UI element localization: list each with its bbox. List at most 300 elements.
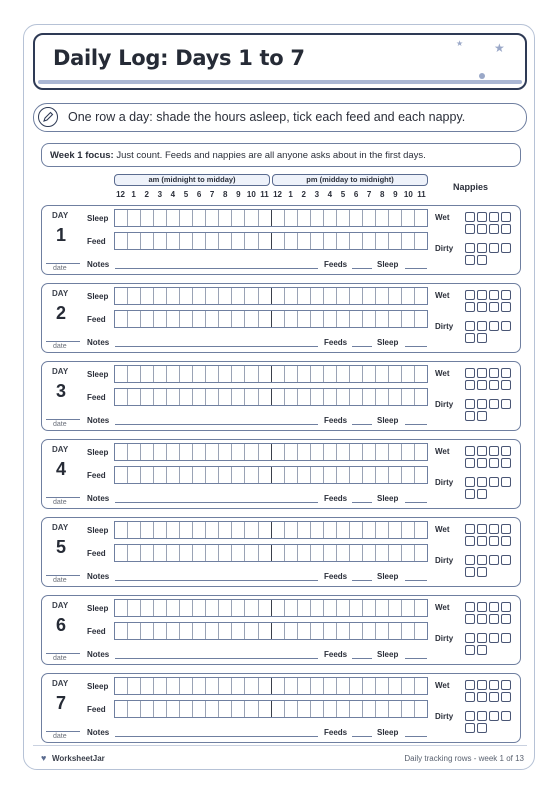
wet-checkbox[interactable] [501, 290, 511, 300]
hour-cell[interactable] [402, 444, 415, 460]
hour-cell[interactable] [232, 366, 245, 382]
dirty-checkbox[interactable] [489, 243, 499, 253]
hour-cell[interactable] [115, 467, 128, 483]
hour-cell[interactable] [311, 366, 324, 382]
wet-checkbox[interactable] [501, 602, 511, 612]
hour-cell[interactable] [128, 701, 141, 717]
hour-cell[interactable] [337, 210, 350, 226]
hour-cell[interactable] [415, 522, 427, 538]
hour-cell[interactable] [154, 600, 167, 616]
hour-cell[interactable] [193, 444, 206, 460]
dirty-checkbox[interactable] [477, 411, 487, 421]
hour-cell[interactable] [272, 600, 285, 616]
wet-checkbox[interactable] [489, 524, 499, 534]
hour-cell[interactable] [167, 701, 180, 717]
hour-cell[interactable] [232, 701, 245, 717]
hour-cell[interactable] [298, 600, 311, 616]
dirty-checkbox[interactable] [465, 555, 475, 565]
hour-cell[interactable] [311, 444, 324, 460]
hour-cell[interactable] [206, 288, 219, 304]
dirty-checkbox[interactable] [477, 489, 487, 499]
hour-cell[interactable] [350, 210, 363, 226]
hour-cell[interactable] [232, 444, 245, 460]
hour-cell[interactable] [180, 623, 193, 639]
wet-checkbox[interactable] [489, 614, 499, 624]
sleep-total-line[interactable] [405, 736, 427, 737]
hour-cell[interactable] [115, 623, 128, 639]
hour-cell[interactable] [311, 678, 324, 694]
hour-cell[interactable] [206, 233, 219, 249]
hour-cell[interactable] [167, 678, 180, 694]
dirty-checkbox[interactable] [477, 645, 487, 655]
hour-cell[interactable] [259, 233, 272, 249]
sleep-grid[interactable] [114, 365, 428, 383]
hour-cell[interactable] [285, 467, 298, 483]
wet-checkbox[interactable] [489, 458, 499, 468]
hour-cell[interactable] [389, 701, 402, 717]
feeds-total-line[interactable] [352, 580, 372, 581]
dirty-checkbox[interactable] [465, 321, 475, 331]
hour-cell[interactable] [337, 545, 350, 561]
hour-cell[interactable] [298, 545, 311, 561]
hour-cell[interactable] [141, 678, 154, 694]
hour-cell[interactable] [206, 678, 219, 694]
hour-cell[interactable] [259, 600, 272, 616]
dirty-checkbox[interactable] [477, 477, 487, 487]
hour-cell[interactable] [324, 467, 337, 483]
dirty-checkbox[interactable] [465, 477, 475, 487]
hour-cell[interactable] [154, 366, 167, 382]
hour-cell[interactable] [167, 522, 180, 538]
hour-cell[interactable] [337, 288, 350, 304]
hour-cell[interactable] [415, 389, 427, 405]
hour-cell[interactable] [298, 467, 311, 483]
hour-cell[interactable] [154, 389, 167, 405]
hour-cell[interactable] [324, 444, 337, 460]
dirty-checkbox[interactable] [501, 243, 511, 253]
hour-cell[interactable] [324, 311, 337, 327]
hour-cell[interactable] [219, 444, 232, 460]
hour-cell[interactable] [324, 600, 337, 616]
hour-cell[interactable] [141, 522, 154, 538]
hour-cell[interactable] [206, 311, 219, 327]
hour-cell[interactable] [389, 288, 402, 304]
hour-cell[interactable] [115, 288, 128, 304]
feed-grid[interactable] [114, 466, 428, 484]
hour-cell[interactable] [219, 288, 232, 304]
hour-cell[interactable] [350, 701, 363, 717]
hour-cell[interactable] [298, 444, 311, 460]
wet-checkbox[interactable] [489, 536, 499, 546]
dirty-checkbox[interactable] [465, 399, 475, 409]
wet-checkbox[interactable] [465, 536, 475, 546]
hour-cell[interactable] [141, 623, 154, 639]
hour-cell[interactable] [219, 311, 232, 327]
wet-checkbox[interactable] [465, 380, 475, 390]
wet-checkbox[interactable] [501, 380, 511, 390]
hour-cell[interactable] [298, 522, 311, 538]
hour-cell[interactable] [193, 467, 206, 483]
hour-cell[interactable] [350, 623, 363, 639]
hour-cell[interactable] [180, 210, 193, 226]
hour-cell[interactable] [115, 545, 128, 561]
hour-cell[interactable] [128, 311, 141, 327]
wet-checkbox[interactable] [465, 524, 475, 534]
hour-cell[interactable] [350, 545, 363, 561]
hour-cell[interactable] [245, 600, 258, 616]
wet-checkbox[interactable] [501, 224, 511, 234]
hour-cell[interactable] [415, 311, 427, 327]
hour-cell[interactable] [245, 701, 258, 717]
dirty-checkbox[interactable] [489, 555, 499, 565]
hour-cell[interactable] [311, 210, 324, 226]
hour-cell[interactable] [285, 311, 298, 327]
hour-cell[interactable] [363, 600, 376, 616]
wet-checkbox[interactable] [465, 446, 475, 456]
hour-cell[interactable] [311, 623, 324, 639]
wet-checkbox[interactable] [489, 224, 499, 234]
hour-cell[interactable] [167, 366, 180, 382]
notes-line[interactable] [115, 580, 318, 581]
hour-cell[interactable] [193, 678, 206, 694]
hour-cell[interactable] [180, 467, 193, 483]
hour-cell[interactable] [363, 701, 376, 717]
hour-cell[interactable] [389, 389, 402, 405]
hour-cell[interactable] [376, 701, 389, 717]
hour-cell[interactable] [363, 311, 376, 327]
dirty-checkbox[interactable] [465, 489, 475, 499]
hour-cell[interactable] [285, 678, 298, 694]
hour-cell[interactable] [154, 522, 167, 538]
feed-grid[interactable] [114, 310, 428, 328]
wet-checkbox[interactable] [501, 212, 511, 222]
hour-cell[interactable] [324, 210, 337, 226]
dirty-checkbox[interactable] [489, 477, 499, 487]
hour-cell[interactable] [128, 444, 141, 460]
hour-cell[interactable] [363, 366, 376, 382]
hour-cell[interactable] [219, 701, 232, 717]
hour-cell[interactable] [402, 233, 415, 249]
hour-cell[interactable] [311, 701, 324, 717]
hour-cell[interactable] [389, 545, 402, 561]
hour-cell[interactable] [350, 389, 363, 405]
hour-cell[interactable] [389, 467, 402, 483]
hour-cell[interactable] [285, 366, 298, 382]
hour-cell[interactable] [376, 389, 389, 405]
hour-cell[interactable] [141, 600, 154, 616]
wet-checkbox[interactable] [489, 368, 499, 378]
dirty-checkbox[interactable] [489, 399, 499, 409]
hour-cell[interactable] [232, 288, 245, 304]
hour-cell[interactable] [389, 210, 402, 226]
hour-cell[interactable] [337, 701, 350, 717]
hour-cell[interactable] [180, 701, 193, 717]
hour-cell[interactable] [232, 389, 245, 405]
dirty-checkbox[interactable] [489, 633, 499, 643]
hour-cell[interactable] [376, 678, 389, 694]
hour-cell[interactable] [324, 288, 337, 304]
feed-grid[interactable] [114, 700, 428, 718]
wet-checkbox[interactable] [477, 458, 487, 468]
wet-checkbox[interactable] [465, 680, 475, 690]
hour-cell[interactable] [154, 288, 167, 304]
wet-checkbox[interactable] [477, 446, 487, 456]
hour-cell[interactable] [206, 545, 219, 561]
hour-cell[interactable] [337, 467, 350, 483]
feeds-total-line[interactable] [352, 268, 372, 269]
hour-cell[interactable] [193, 600, 206, 616]
wet-checkbox[interactable] [489, 692, 499, 702]
wet-checkbox[interactable] [489, 446, 499, 456]
hour-cell[interactable] [311, 389, 324, 405]
hour-cell[interactable] [337, 522, 350, 538]
hour-cell[interactable] [337, 444, 350, 460]
hour-cell[interactable] [363, 288, 376, 304]
hour-cell[interactable] [245, 522, 258, 538]
hour-cell[interactable] [285, 210, 298, 226]
wet-checkbox[interactable] [501, 680, 511, 690]
wet-checkbox[interactable] [489, 680, 499, 690]
hour-cell[interactable] [285, 600, 298, 616]
dirty-checkbox[interactable] [465, 633, 475, 643]
dirty-checkbox[interactable] [465, 645, 475, 655]
hour-cell[interactable] [272, 623, 285, 639]
hour-cell[interactable] [259, 623, 272, 639]
hour-cell[interactable] [376, 545, 389, 561]
dirty-checkbox[interactable] [465, 255, 475, 265]
hour-cell[interactable] [219, 545, 232, 561]
hour-cell[interactable] [285, 545, 298, 561]
hour-cell[interactable] [272, 233, 285, 249]
hour-cell[interactable] [128, 288, 141, 304]
hour-cell[interactable] [324, 389, 337, 405]
hour-cell[interactable] [219, 233, 232, 249]
hour-cell[interactable] [180, 288, 193, 304]
hour-cell[interactable] [311, 288, 324, 304]
wet-checkbox[interactable] [477, 602, 487, 612]
hour-cell[interactable] [128, 233, 141, 249]
notes-line[interactable] [115, 346, 318, 347]
wet-checkbox[interactable] [477, 680, 487, 690]
hour-cell[interactable] [363, 545, 376, 561]
hour-cell[interactable] [128, 522, 141, 538]
hour-cell[interactable] [298, 623, 311, 639]
hour-cell[interactable] [232, 210, 245, 226]
hour-cell[interactable] [128, 389, 141, 405]
dirty-checkbox[interactable] [465, 567, 475, 577]
notes-line[interactable] [115, 268, 318, 269]
hour-cell[interactable] [128, 678, 141, 694]
wet-checkbox[interactable] [501, 614, 511, 624]
hour-cell[interactable] [285, 623, 298, 639]
hour-cell[interactable] [415, 600, 427, 616]
hour-cell[interactable] [232, 233, 245, 249]
wet-checkbox[interactable] [489, 212, 499, 222]
hour-cell[interactable] [285, 444, 298, 460]
hour-cell[interactable] [376, 600, 389, 616]
hour-cell[interactable] [363, 233, 376, 249]
sleep-total-line[interactable] [405, 502, 427, 503]
hour-cell[interactable] [363, 210, 376, 226]
hour-cell[interactable] [272, 366, 285, 382]
hour-cell[interactable] [206, 444, 219, 460]
wet-checkbox[interactable] [465, 290, 475, 300]
notes-line[interactable] [115, 736, 318, 737]
hour-cell[interactable] [245, 210, 258, 226]
wet-checkbox[interactable] [477, 212, 487, 222]
hour-cell[interactable] [415, 701, 427, 717]
hour-cell[interactable] [154, 623, 167, 639]
hour-cell[interactable] [193, 545, 206, 561]
hour-cell[interactable] [232, 545, 245, 561]
wet-checkbox[interactable] [477, 524, 487, 534]
hour-cell[interactable] [128, 467, 141, 483]
hour-cell[interactable] [206, 210, 219, 226]
wet-checkbox[interactable] [465, 458, 475, 468]
hour-cell[interactable] [167, 288, 180, 304]
hour-cell[interactable] [298, 678, 311, 694]
wet-checkbox[interactable] [501, 302, 511, 312]
hour-cell[interactable] [154, 311, 167, 327]
hour-cell[interactable] [298, 389, 311, 405]
hour-cell[interactable] [206, 366, 219, 382]
dirty-checkbox[interactable] [477, 723, 487, 733]
wet-checkbox[interactable] [477, 380, 487, 390]
hour-cell[interactable] [298, 701, 311, 717]
hour-cell[interactable] [389, 522, 402, 538]
hour-cell[interactable] [154, 545, 167, 561]
hour-cell[interactable] [206, 623, 219, 639]
hour-cell[interactable] [324, 522, 337, 538]
hour-cell[interactable] [245, 444, 258, 460]
hour-cell[interactable] [180, 678, 193, 694]
hour-cell[interactable] [415, 288, 427, 304]
dirty-checkbox[interactable] [465, 333, 475, 343]
hour-cell[interactable] [141, 444, 154, 460]
hour-cell[interactable] [324, 701, 337, 717]
wet-checkbox[interactable] [465, 602, 475, 612]
dirty-checkbox[interactable] [477, 567, 487, 577]
hour-cell[interactable] [389, 444, 402, 460]
wet-checkbox[interactable] [489, 602, 499, 612]
hour-cell[interactable] [193, 623, 206, 639]
hour-cell[interactable] [363, 623, 376, 639]
hour-cell[interactable] [141, 233, 154, 249]
dirty-checkbox[interactable] [477, 555, 487, 565]
dirty-checkbox[interactable] [477, 711, 487, 721]
wet-checkbox[interactable] [501, 524, 511, 534]
hour-cell[interactable] [167, 233, 180, 249]
hour-cell[interactable] [376, 366, 389, 382]
hour-cell[interactable] [363, 444, 376, 460]
hour-cell[interactable] [154, 701, 167, 717]
dirty-checkbox[interactable] [477, 321, 487, 331]
hour-cell[interactable] [298, 288, 311, 304]
hour-cell[interactable] [402, 366, 415, 382]
hour-cell[interactable] [193, 389, 206, 405]
hour-cell[interactable] [337, 600, 350, 616]
hour-cell[interactable] [272, 210, 285, 226]
hour-cell[interactable] [245, 233, 258, 249]
feeds-total-line[interactable] [352, 658, 372, 659]
hour-cell[interactable] [402, 389, 415, 405]
hour-cell[interactable] [259, 311, 272, 327]
hour-cell[interactable] [245, 366, 258, 382]
hour-cell[interactable] [219, 389, 232, 405]
hour-cell[interactable] [115, 600, 128, 616]
dirty-checkbox[interactable] [477, 633, 487, 643]
wet-checkbox[interactable] [477, 290, 487, 300]
hour-cell[interactable] [167, 311, 180, 327]
hour-cell[interactable] [259, 467, 272, 483]
hour-cell[interactable] [259, 545, 272, 561]
hour-cell[interactable] [389, 678, 402, 694]
hour-cell[interactable] [272, 288, 285, 304]
hour-cell[interactable] [245, 545, 258, 561]
hour-cell[interactable] [245, 311, 258, 327]
hour-cell[interactable] [389, 233, 402, 249]
hour-cell[interactable] [232, 678, 245, 694]
feeds-total-line[interactable] [352, 424, 372, 425]
wet-checkbox[interactable] [501, 536, 511, 546]
wet-checkbox[interactable] [489, 380, 499, 390]
wet-checkbox[interactable] [489, 302, 499, 312]
wet-checkbox[interactable] [501, 692, 511, 702]
hour-cell[interactable] [206, 467, 219, 483]
hour-cell[interactable] [285, 389, 298, 405]
hour-cell[interactable] [193, 366, 206, 382]
hour-cell[interactable] [415, 444, 427, 460]
hour-cell[interactable] [350, 233, 363, 249]
hour-cell[interactable] [115, 366, 128, 382]
wet-checkbox[interactable] [465, 692, 475, 702]
wet-checkbox[interactable] [465, 212, 475, 222]
hour-cell[interactable] [259, 701, 272, 717]
hour-cell[interactable] [350, 600, 363, 616]
hour-cell[interactable] [141, 288, 154, 304]
dirty-checkbox[interactable] [501, 711, 511, 721]
hour-cell[interactable] [219, 522, 232, 538]
wet-checkbox[interactable] [465, 302, 475, 312]
hour-cell[interactable] [154, 678, 167, 694]
hour-cell[interactable] [402, 678, 415, 694]
hour-cell[interactable] [259, 444, 272, 460]
hour-cell[interactable] [219, 210, 232, 226]
dirty-checkbox[interactable] [465, 411, 475, 421]
feeds-total-line[interactable] [352, 502, 372, 503]
hour-cell[interactable] [193, 233, 206, 249]
hour-cell[interactable] [141, 366, 154, 382]
hour-cell[interactable] [376, 233, 389, 249]
hour-cell[interactable] [272, 444, 285, 460]
hour-cell[interactable] [141, 311, 154, 327]
hour-cell[interactable] [285, 522, 298, 538]
hour-cell[interactable] [402, 467, 415, 483]
hour-cell[interactable] [259, 210, 272, 226]
hour-cell[interactable] [324, 678, 337, 694]
hour-cell[interactable] [311, 522, 324, 538]
hour-cell[interactable] [402, 545, 415, 561]
wet-checkbox[interactable] [501, 446, 511, 456]
hour-cell[interactable] [350, 366, 363, 382]
hour-cell[interactable] [115, 233, 128, 249]
hour-cell[interactable] [245, 389, 258, 405]
wet-checkbox[interactable] [501, 458, 511, 468]
feed-grid[interactable] [114, 622, 428, 640]
hour-cell[interactable] [337, 389, 350, 405]
hour-cell[interactable] [167, 545, 180, 561]
hour-cell[interactable] [311, 233, 324, 249]
